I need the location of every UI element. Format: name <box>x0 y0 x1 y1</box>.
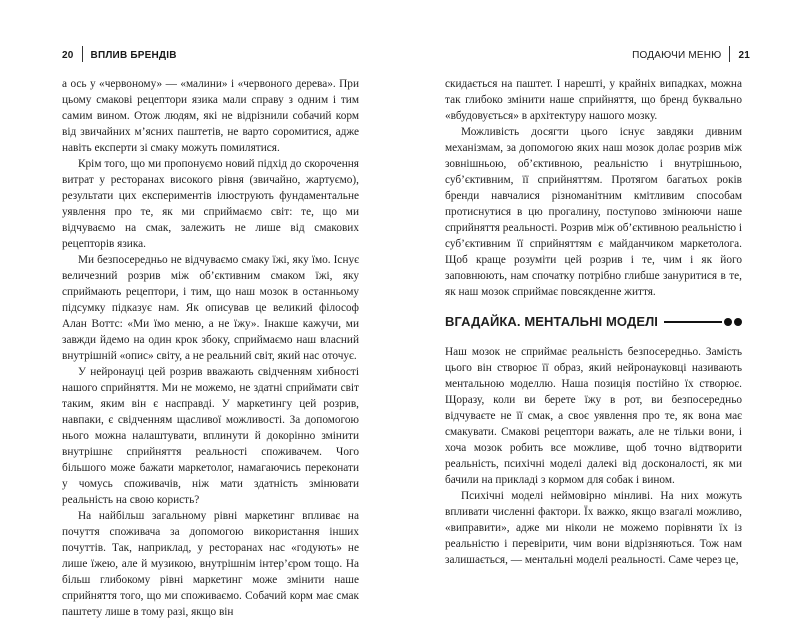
paragraph: Крім того, що ми пропонуємо новий підхід до скорочення витрат у ресторанах високого рівня (звичайно, жартуємо), результати цих експериментів ілюструють фундаментальне уявлення про те, як ми сприймаємо світ: те, що ми відчуваємо на смак, залежить не лише від смакових рецепторів язика. <box>62 158 359 250</box>
right-section-title: ПОДАЮЧИ МЕНЮ <box>632 50 722 61</box>
right-page-body <box>445 76 742 568</box>
section-heading <box>445 314 742 330</box>
header-separator <box>729 46 730 62</box>
heading-dot-icon <box>734 318 742 326</box>
paragraph: скидається на паштет. І нарешті, у крайніх випадках, можна так глибоко змінити наше сприйняття, що бренд буквально «вбудовується» в архітектуру нашого мозку. <box>445 78 742 122</box>
paragraph: На найбільш загальному рівні маркетинг впливає на почуття споживача за допомогою використання інших почуттів. Так, наприклад, у ресторанах нас «годують» не лише їжею, але й музикою, внутрішнім інтер’єром тощо. На більш глибокому рівні маркетинг може змінити наше сприйняття того, що ми споживаємо. Собачий корм має смак паштету лише в тому разі, якщо він <box>62 510 359 618</box>
paragraph: Ми безпосередньо не відчуваємо смаку їжі, яку їмо. Існує величезний розрив між об’єктивним смаком їжі, яку сприймають рецептори, і тим, що наш мозок в останньому підсумку підказує нам. Як описував це великий філософ Алан Воттс: «Ми їмо меню, а не їжу». Інакше кажучи, ми завжди йдемо на один крок збоку, сприймаємо наш власний внутрішній «опис» світу, а не реальний світ, який нас оточує. <box>62 254 359 362</box>
paragraph: Психічні моделі неймовірно мінливі. На них можуть впливати численні фактори. Їх важко, якщо взагалі можливо, «виправити», адже ми ніколи не можемо порівняти їх із реальністю і перевірити, чим вони відрізняються. Тож нам залишається, — ментальні моделі реальності. Саме через це, <box>445 490 742 566</box>
paragraph: а ось у «червоному» — «малини» і «червоного дерева». При цьому смакові рецептори язика мали справу з одним і тим самим вином. Отож людям, які не відрізнили собачий корм від звичайних м’ясних паштетів, не варто соромитися, адже навіть експерти зі смаку можуть помилятися. <box>62 78 359 154</box>
heading-rule <box>664 321 722 323</box>
paragraph: У нейронауці цей розрив вважають свідченням хибності нашого сприйняття. Ми не можемо, не здатні сприймати світ таким, яким він є насправді. У маркетингу цей розрив, навпаки, є свідченням щасливої можливості. За допомогою нього можна налаштувати, вплинути й докорінно змінити внутрішнє сприйняття реальності споживачем. Чого більшого може бажати маркетолог, намагаючись переконати у чомусь споживачів, ніж мати здатність змінювати реальність на свою користь? <box>62 366 359 506</box>
left-page-body <box>62 76 359 620</box>
right-page-number: 21 <box>738 50 750 61</box>
left-page-header <box>62 46 177 62</box>
heading-dot-icon <box>724 318 732 326</box>
paragraph: Наш мозок не сприймає реальність безпосередньо. Замість цього він створює її образ, який нейронауковці називають ментальною моделлю. Наша позиція постійно їх створює. Щоразу, коли ви берете їжу в рот, ви безпосередньо відчуваєте не її смак, а своє уявлення про те, як вона має смакувати. Смакові рецептори важать, але не тільки вони, і хоча мозок робить все можливе, щоб точно відтворити реальність, психічні моделі далекі від досконалості, як ми бачили на прикладі з кормом для собак і вином. <box>445 346 742 486</box>
left-section-title: ВПЛИВ БРЕНДІВ <box>90 50 177 61</box>
left-page-number: 20 <box>62 50 74 61</box>
right-page-header <box>632 46 750 62</box>
section-heading-text: ВГАДАЙКА. МЕНТАЛЬНІ МОДЕЛІ <box>445 314 659 329</box>
paragraph: Можливість досягти цього існує завдяки дивним механізмам, за допомогою яких наш мозок долає розрив між зовнішньою, об’єктивною, реальністю і внутрішньою, суб’єктивним, її сприйняттям. Протягом багатьох років бренди навчалися різноманітним кмітливим способам протиснутися в цю прогалину, поступово змінюючи наше сприйняття реальності. Розрив між об’єктивною реальністю і суб’єктивним її сприйняттям є майданчиком маркетолога. Щоб краще розуміти цей розрив і те, чим і як його заповнюють, нам спочатку потрібно глибше зануритися в те, як наш мозок сприймає повсякденне життя. <box>445 126 742 298</box>
header-separator <box>82 46 83 62</box>
